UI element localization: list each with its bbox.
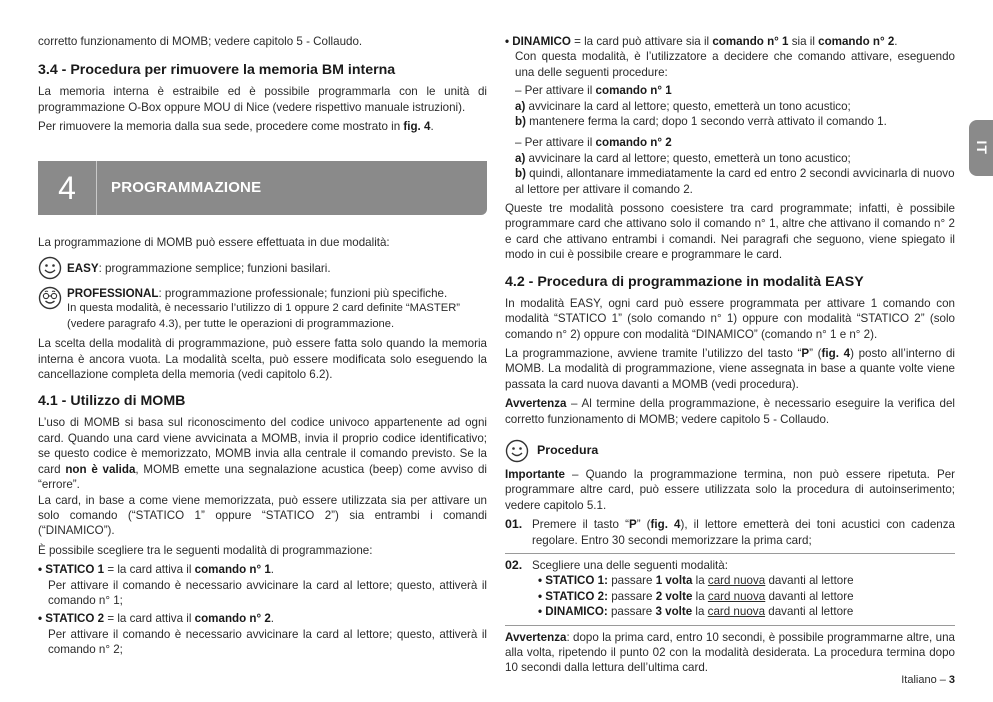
professional-mode [38,286,487,332]
option-statico-1: • STATICO 1: passare 1 volta la card nuova davanti al lettore [538,574,854,588]
left-column [38,34,487,661]
mode-choice-paragraph: La scelta della modalità di programmazione, può essere fatta solo quando la memoria interna è ancora vuota. La modalità scelta, può essere modificata solo eseguendo la cancellazione completa della memoria (vedi capitolo 6.2). [38,337,487,382]
section-3-4-title: 3.4 - Procedura per rimuovere la memoria BM interna [38,62,396,79]
intro-text: corretto funzionamento di MOMB; vedere capitolo 5 - Collaudo. [38,35,363,48]
command-1-procedure: – Per attivare il comando n° 1 a) avvicinare la card al lettore; questo, emetterà un tono acustico; b) mantenere ferma la card; dopo 1 secondo verrà attivato il comando 1. [515,84,887,129]
professional-smiley-icon [38,286,62,310]
section-4-2-title: 4.2 - Procedura di programmazione in modalità EASY [505,273,864,290]
mode-options-list [532,573,955,619]
statico-2-item: • STATICO 2 = la card attiva il comando n° 2. Per attivare il comando è necessario avvicinare la card al lettore; questo, attiverà il comando n° 2; [38,612,487,657]
divider [505,625,955,626]
procedure-important: Importante – Quando la programmazione termina, non può essere ripetuta. Per programmare altre card, può essere utilizzata solo la procedura di autoinserimento; vedere capitolo 5.1. [505,467,955,512]
section-3-4-paragraph-2: Per rimuovere la memoria dalla sua sede, procedere come mostrato in fig. 4. [38,120,434,134]
option-statico-2: • STATICO 2: passare 2 volte la card nuova davanti al lettore [538,589,854,603]
section-4-2-warning: Avvertenza – Al termine della programmazione, è necessario eseguire la verifica del corretto funzionamento di MOMB; vedere capitolo 5 - Collaudo. [505,397,955,426]
statico-1-item: • STATICO 1 = la card attiva il comando n° 1. Per attivare il comando è necessario avvicinare la card al lettore; questo, attiverà il comando n° 1; [38,563,487,607]
option-dinamico: • DINAMICO: passare 3 volte la card nuova davanti al lettore [538,605,854,619]
professional-text: : programmazione professionale; funzioni più specifiche. [158,287,448,301]
procedure-warning: Avvertenza: dopo la prima card, entro 10 secondi, è possibile programmarne altre, una alla volta, ripetendo il punto 02 con la modalità desiderata. La procedura termina dopo 10 secondi dalla lettura dell’ultima card. [505,630,955,675]
section-3-4-paragraph-1: La memoria interna è estraibile ed è possibile programmarla con le unità di programmazione O-Box oppure MOU di Nice (vedere rispettivo manuale istruzioni). [38,85,487,114]
step-02: 02. Scegliere una delle seguenti modalità: • STATICO 1: passare 1 volta la card nuova davanti al lettore • STATICO 2: passare 2 volte la card nuova davanti al lettore • DINAMICO: passare 3 volte la card nuova davanti al lettore [505,558,955,620]
statico-2-description: Per attivare il comando è necessario avvicinare la card al lettore; questo, attiverà il comando n° 2; [48,627,487,657]
procedure-label: Procedura [537,443,599,458]
section-4-2-paragraph-2: La programmazione, avviene tramite l’utilizzo del tasto “P” (fig. 4) posto all’interno di MOMB. La modalità di programmazione, viene assegnata in base a quante volte viene passata la card nuova davanti a MOMB (vedi procedura). [505,346,955,391]
coexist-paragraph: Queste tre modalità possono coesistere tra card programmate; infatti, è possibile programmare card che attivano solo il comando n° 1, altre che attivano il comando n° 2 e card che attivano entrambi i comandi. Nei paragrafi che seguono, viene spiegato il modo in cui è possibile creare e programmare le card. [505,202,955,262]
modes-intro: La programmazione di MOMB può essere effettuata in due modalità: [38,235,390,249]
easy-mode [38,256,487,280]
section-4-2-paragraph-1: In modalità EASY, ogni card può essere programmata per attivare 1 comando con modalità “STATICO 1” (solo comando n° 1) oppure con modalità “STATICO 2” (solo comando n° 2) oppure con modalità “DINAMICO” (comando n° 1 e n° 2). [505,296,955,341]
section-4-1-title: 4.1 - Utilizzo di MOMB [38,393,186,410]
language-tab: IT [969,120,993,176]
easy-label: EASY [67,262,99,276]
professional-note: In questa modalità, è necessario l’utilizzo di 1 oppure 2 card definite “MASTER” (vedere paragrafo 4.3), per tutte le operazioni di programmazione. [67,302,460,330]
statico-1-description: Per attivare il comando è necessario avvicinare la card al lettore; questo, attiverà il comando n° 1; [48,578,487,607]
professional-label: PROFESSIONAL [67,287,159,301]
right-column [505,34,955,680]
chapter-banner [38,161,487,215]
smiley-icon [505,439,529,463]
smiley-icon [38,256,62,280]
page-footer: Italiano – 3 [901,673,955,686]
procedure-heading [505,439,955,463]
section-4-1-paragraph-1: L’uso di MOMB si basa sul riconoscimento del codice univoco appartenente ad ogni card. Quando una card viene avvicinata a MOMB, invia il proprio codice identificativo; se questo codice è memorizzato, MOMB invia alla centrale il comando previsto. Se la card non è valida, MOMB emette una segnalazione acustica (beep) come avviso di “errore”. [38,416,487,492]
step-01: 01. Premere il tasto “P” (fig. 4), il lettore emetterà dei toni acustici con cadenza regolare. Entro 30 secondi memorizzare la prima card; [505,517,955,547]
divider [505,553,955,554]
command-2-procedure: – Per attivare il comando n° 2 a) avvicinare la card al lettore; questo, emetterà un tono acustico; b) quindi, allontanare immediatamente la card ed entro 2 secondi avvicinarla di nuovo al lettore per attivare il comando 2. [515,136,955,196]
chapter-title: PROGRAMMAZIONE [111,178,262,196]
chapter-number: 4 [38,161,97,215]
section-4-1-paragraph-2: La card, in base a come viene memorizzata, può essere utilizzata sia per attivare un solo comando (“STATICO 1” oppure “STATICO 2”) sia entrambi i comandi (“DINAMICO”). [38,493,487,538]
easy-text: : programmazione semplice; funzioni basilari. [98,262,331,276]
section-4-1-paragraph-3: È possibile scegliere tra le seguenti modalità di programmazione: [38,543,373,557]
dinamico-item: • DINAMICO = la card può attivare sia il comando n° 1 sia il comando n° 2. Con questa modalità, è l’utilizzatore a decidere che comando attivare, eseguendo una delle seguenti procedure: [505,35,955,79]
dinamico-description: Con questa modalità, è l’utilizzatore a decidere che comando attivare, eseguendo una delle seguenti procedure: [515,50,955,79]
